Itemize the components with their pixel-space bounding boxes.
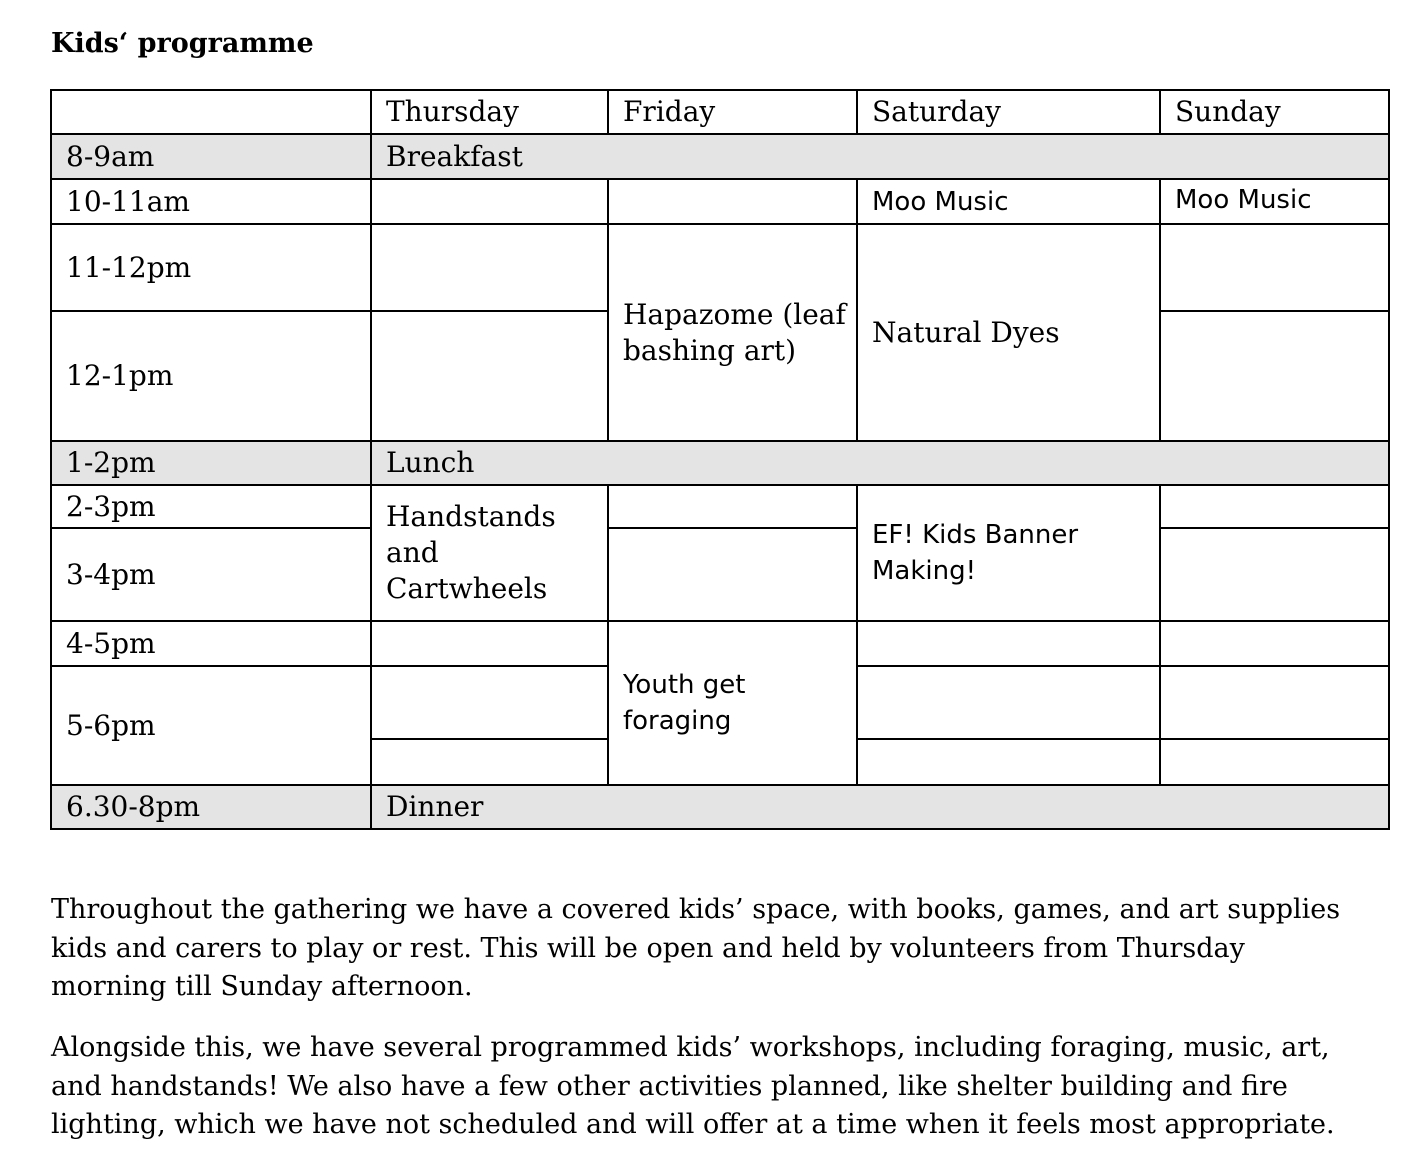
page-title: Kids‘ programme — [51, 28, 314, 59]
kids-space-paragraph: Throughout the gathering we have a covered kids’ space, with books, games, and art supplies kids and carers to play or rest. This will be open and held by volunteers from Thursday morning till Sunday afternoon. — [51, 894, 1341, 1002]
empty-cell — [608, 179, 857, 224]
day-header-friday: Friday — [608, 90, 857, 134]
table-row — [51, 528, 1389, 621]
empty-cell — [857, 666, 1160, 739]
table-row — [51, 485, 1389, 528]
table-row — [51, 621, 1389, 666]
empty-cell — [371, 739, 608, 785]
empty-cell — [371, 311, 608, 441]
time-cell: 4-5pm — [51, 621, 371, 666]
dinner-cell: Dinner — [371, 785, 1389, 829]
empty-cell — [1160, 666, 1389, 739]
time-cell: 3-4pm — [51, 528, 371, 621]
foraging-cell: Youth get foraging — [608, 621, 857, 785]
empty-cell — [371, 224, 608, 311]
breakfast-cell: Breakfast — [371, 134, 1389, 179]
banner-making-cell: EF! Kids Banner Making! — [857, 485, 1160, 621]
empty-cell — [1160, 311, 1389, 441]
empty-cell — [608, 528, 857, 621]
empty-cell — [857, 621, 1160, 666]
empty-cell — [371, 666, 608, 739]
time-cell: 8-9am — [51, 134, 371, 179]
empty-cell — [371, 179, 608, 224]
time-cell: 6.30-8pm — [51, 785, 371, 829]
time-cell: 11-12pm — [51, 224, 371, 311]
table-row — [51, 441, 1389, 485]
moo-music-sunday: Moo Music — [1160, 179, 1389, 224]
time-cell: 10-11am — [51, 179, 371, 224]
day-header-thursday: Thursday — [371, 90, 608, 134]
hapazome-cell: Hapazome (leaf bashing art) — [608, 224, 857, 441]
table-row — [51, 179, 1389, 224]
time-cell: 12-1pm — [51, 311, 371, 441]
table-row — [51, 134, 1389, 179]
time-cell: 5-6pm — [51, 666, 371, 785]
empty-cell — [1160, 621, 1389, 666]
empty-cell — [371, 621, 608, 666]
time-cell: 1-2pm — [51, 441, 371, 485]
table-row — [51, 785, 1389, 829]
schedule-table — [50, 89, 1390, 830]
lunch-cell: Lunch — [371, 441, 1389, 485]
empty-cell — [1160, 485, 1389, 528]
natural-dyes-cell: Natural Dyes — [857, 224, 1160, 441]
empty-cell — [1160, 224, 1389, 311]
day-header-sunday: Sunday — [1160, 90, 1389, 134]
corner-cell — [51, 90, 371, 134]
empty-cell — [608, 485, 857, 528]
handstands-cell: Handstands and Cartwheels — [371, 485, 608, 621]
day-header-saturday: Saturday — [857, 90, 1160, 134]
table-row — [51, 224, 1389, 311]
workshops-paragraph: Alongside this, we have several programmed kids’ workshops, including foraging, music, art, and handstands! We also have a few other activities planned, like shelter building and fire lighting, which we have not scheduled and will offer at a time when it feels most appropriate. — [51, 1032, 1335, 1140]
empty-cell — [1160, 739, 1389, 785]
table-header-row — [51, 90, 1389, 134]
moo-music-saturday: Moo Music — [857, 179, 1160, 224]
time-cell: 2-3pm — [51, 485, 371, 528]
empty-cell — [857, 739, 1160, 785]
empty-cell — [1160, 528, 1389, 621]
